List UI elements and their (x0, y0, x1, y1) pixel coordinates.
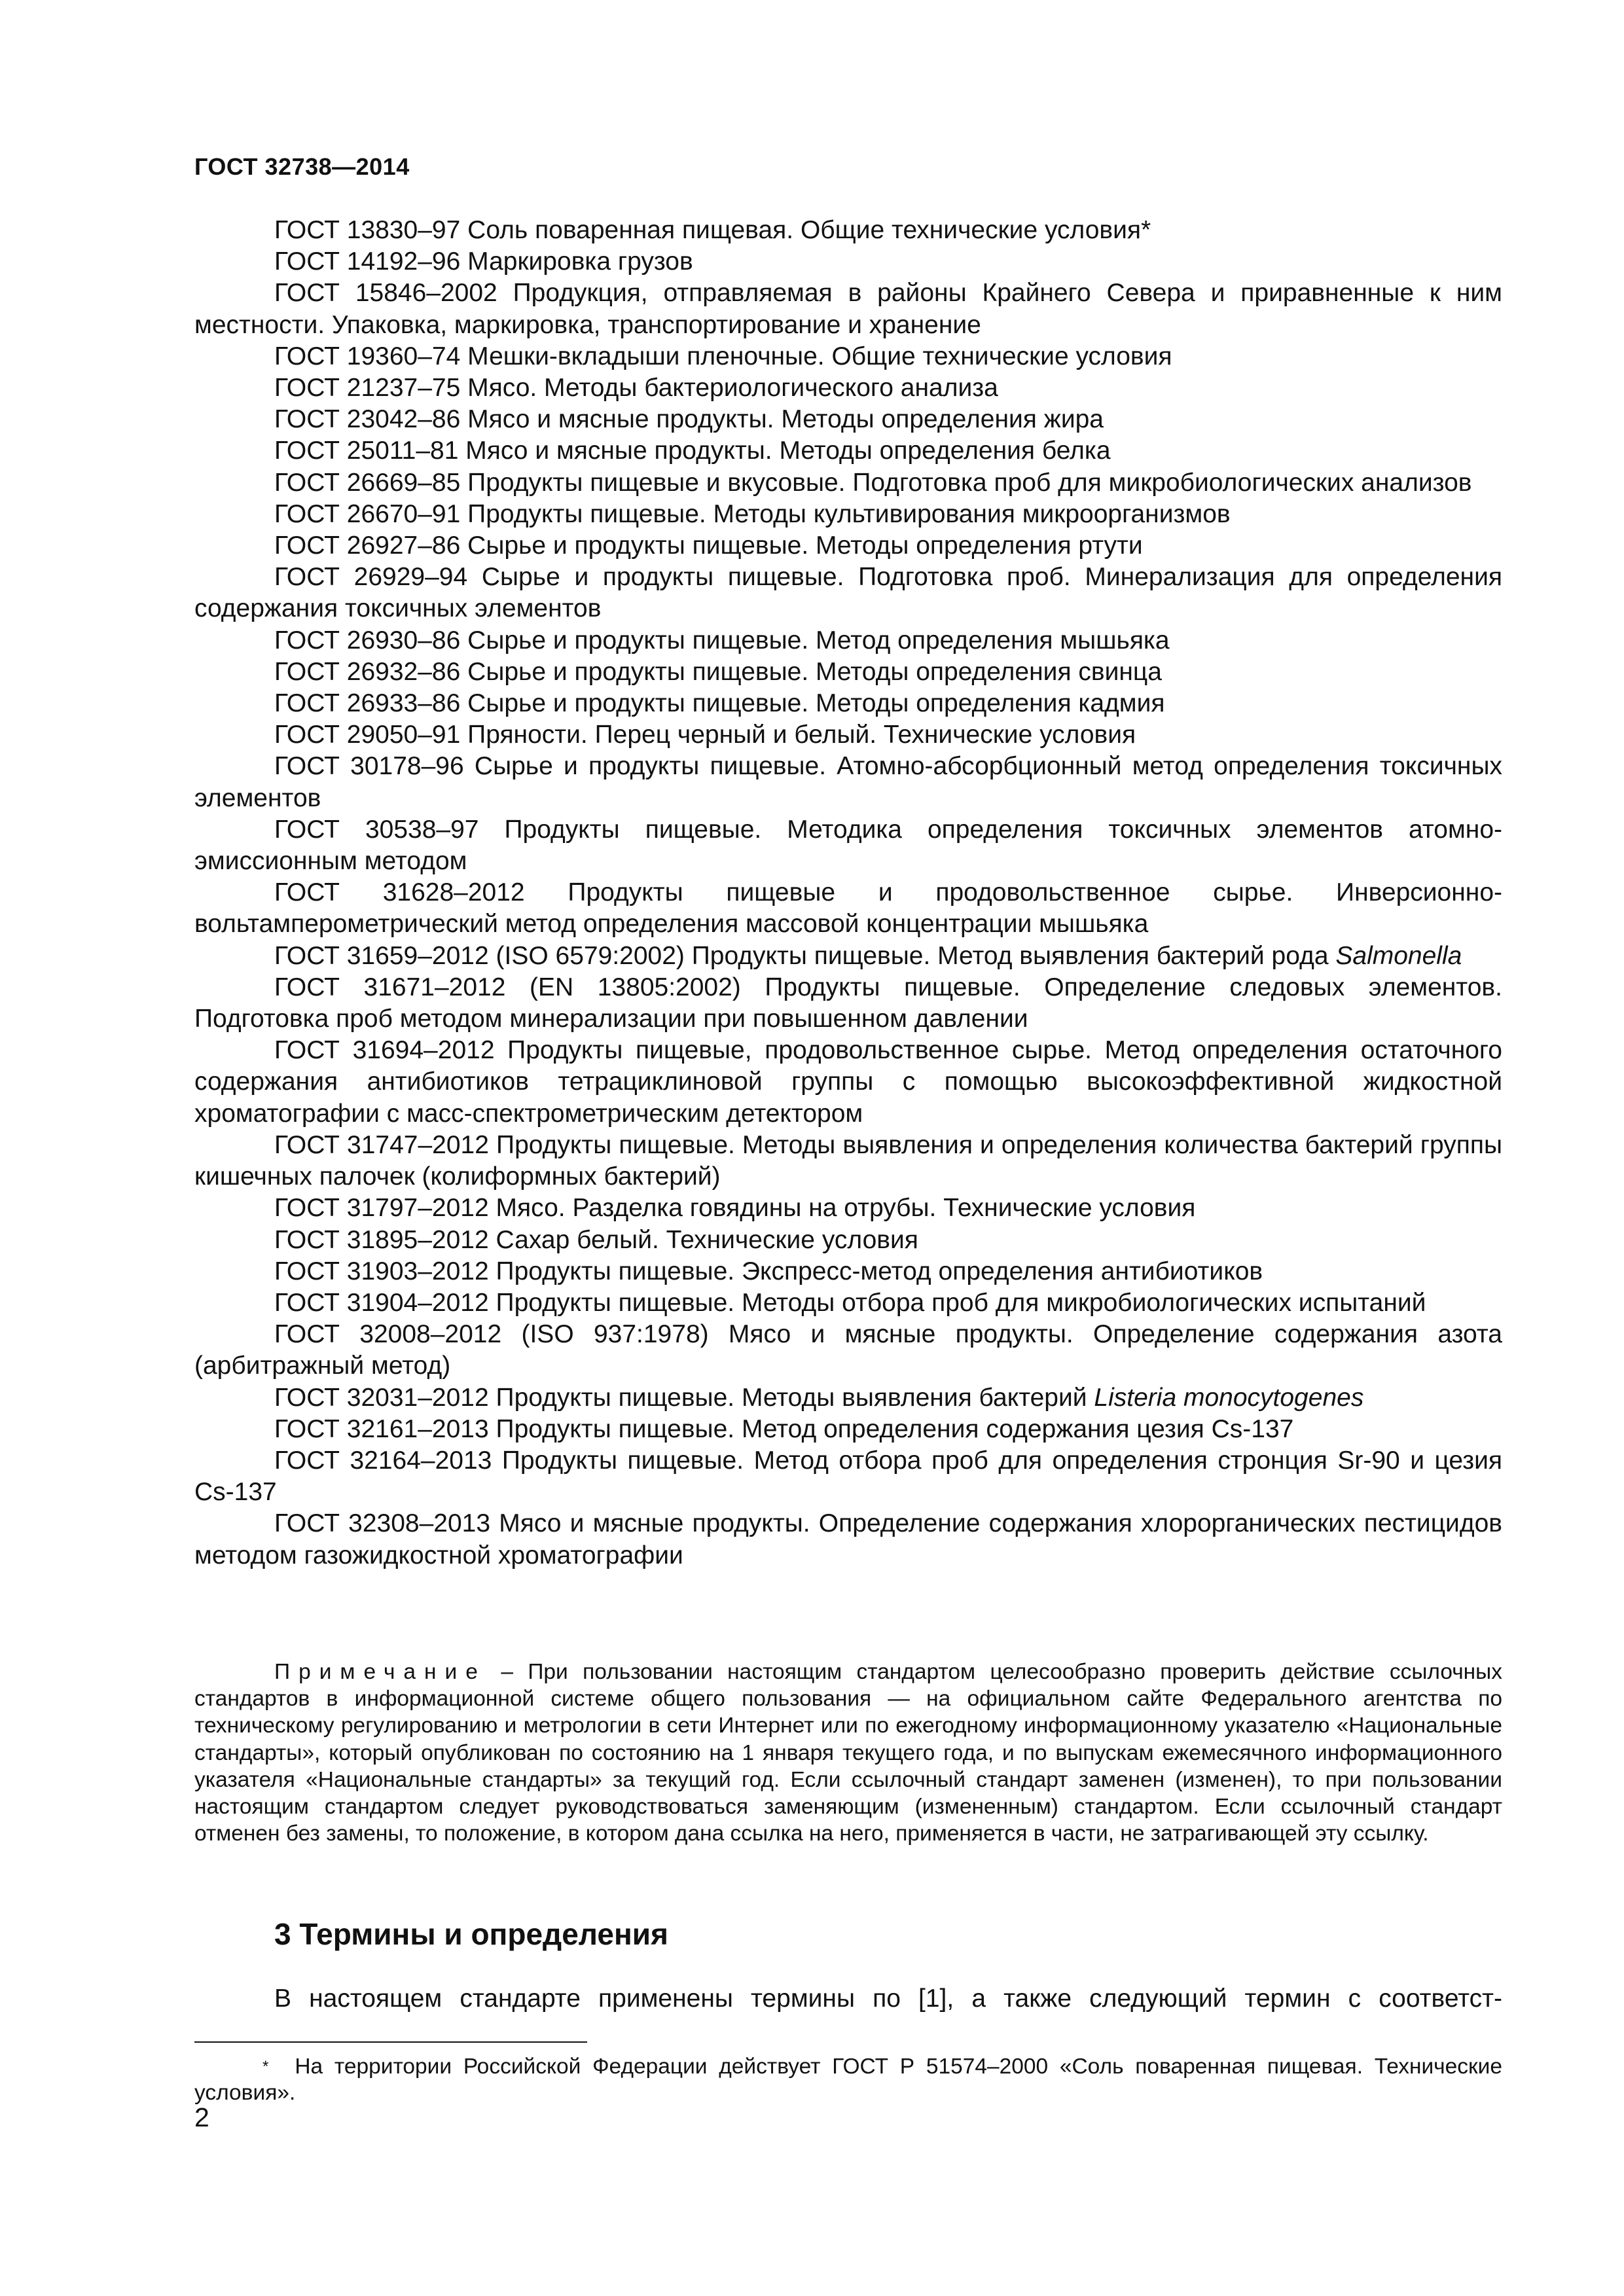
reference-title: Продукты пищевые. Методика определения токсичных элементов атомно-эмиссионным методом (194, 815, 1502, 876)
reference-title: Сахар белый. Технические условия (496, 1225, 918, 1254)
reference-code: ГОСТ 31694–2012 (274, 1036, 495, 1065)
reference-code: ГОСТ 23042–86 (274, 405, 461, 434)
reference-item (194, 688, 1502, 719)
reference-title: Мясо и мясные продукты. Методы определения белка (465, 437, 1111, 465)
reference-code: ГОСТ 21237–75 (274, 374, 461, 403)
reference-item (194, 941, 1502, 972)
reference-code: ГОСТ 26929–94 (274, 563, 468, 592)
reference-code: ГОСТ 30538–97 (274, 815, 479, 844)
reference-item (194, 719, 1502, 751)
reference-item (194, 341, 1502, 372)
reference-code: ГОСТ 31797–2012 (274, 1194, 489, 1223)
reference-item (194, 1225, 1502, 1256)
note-text: – При пользовании настоящим стандартом целесообразно проверить действие ссылочных стандартов в информационной системе общего пользования — на официальном сайте Федерального агентства по техническому регулированию и метрологии в сети Интернет или по ежегодному информационному указателю «Национальные стандарты», который опубликован по состоянию на 1 января текущего года, и по выпускам ежемесячного информационного указателя «Национальные стандарты» за текущий год. Если ссылочный стандарт заменен (изменен), то при пользовании настоящим стандартом следует руководствоваться заменяющим (измененным) стандартом. Если ссылочный стандарт отменен без замены, то положение, в котором дана ссылка на него, применяется в части, не затрагивающей эту ссылку. (194, 1660, 1502, 1846)
footnote-text: На территории Российской Федерации действует ГОСТ Р 51574–2000 «Соль поваренная пищевая. Технические условия». (194, 2054, 1502, 2105)
section-heading: 3 Термины и определения (274, 1917, 668, 1951)
reference-item (194, 625, 1502, 656)
reference-item (194, 751, 1502, 814)
reference-code: ГОСТ 31904–2012 (274, 1288, 489, 1317)
reference-title: Продукты пищевые. Методы культивирования микроорганизмов (467, 499, 1231, 528)
reference-item (194, 467, 1502, 499)
reference-code: ГОСТ 31747–2012 (274, 1130, 489, 1159)
reference-code: ГОСТ 14192–96 (274, 247, 461, 276)
reference-code: ГОСТ 26927–86 (274, 531, 461, 560)
reference-code: ГОСТ 19360–74 (274, 342, 461, 370)
reference-title: Мясо. Методы бактериологического анализа (467, 374, 998, 403)
reference-title: Продукты пищевые, продовольственное сырье. Метод определения остаточного содержания антибиотиков тетрациклиновой группы с помощью высокоэффективной жидкостной хроматографии с масс-спектрометрическим детектором (194, 1036, 1502, 1128)
reference-code: ГОСТ 30178–96 (274, 752, 464, 781)
reference-title: Мясо и мясные продукты. Методы определения жира (467, 405, 1104, 434)
reference-code: ГОСТ 32161–2013 (274, 1414, 489, 1443)
reference-item (194, 435, 1502, 467)
normative-references-list (194, 215, 1502, 1571)
reference-item (194, 877, 1502, 940)
reference-code: ГОСТ 31659–2012 (274, 941, 489, 970)
reference-title: (ISO 6579:2002) Продукты пищевые. Метод выявления бактерий рода (496, 941, 1329, 970)
reference-code: ГОСТ 26930–86 (274, 626, 461, 655)
reference-title: Продукты пищевые. Метод отбора проб для определения стронция Sr-90 и цезия Cs-137 (194, 1446, 1502, 1507)
reference-title: Сырье и продукты пищевые. Подготовка проб. Минерализация для определения содержания токсичных элементов (194, 563, 1502, 623)
reference-item (194, 215, 1502, 246)
reference-title: Пряности. Перец черный и белый. Технические условия (467, 721, 1136, 749)
reference-item (194, 562, 1502, 624)
reference-item (194, 1508, 1502, 1571)
reference-code: ГОСТ 32164–2013 (274, 1446, 492, 1475)
reference-title: (ISO 937:1978) Мясо и мясные продукты. Определение содержания азота (арбитражный метод) (194, 1320, 1502, 1380)
reference-item (194, 1035, 1502, 1130)
reference-item (194, 372, 1502, 404)
reference-item (194, 246, 1502, 278)
section-intro-paragraph: В настоящем стандарте применены термины по [1], а также следующий термин с соответст- (274, 1984, 1502, 2013)
reference-title: Продукты пищевые и вкусовые. Подготовка проб для микробиологических анализов (467, 468, 1472, 497)
reference-title: Продукты пищевые и продовольственное сырье. Инверсионно-вольтамперометрический метод определения массовой концентрации мышьяка (194, 878, 1502, 939)
reference-item (194, 1256, 1502, 1287)
reference-organism-name: Salmonella (1335, 941, 1462, 970)
note-label: Примечание (274, 1660, 486, 1684)
reference-item (194, 1319, 1502, 1382)
reference-title: Мешки-вкладыши пленочные. Общие технические условия (467, 342, 1172, 370)
reference-code: ГОСТ 31903–2012 (274, 1257, 489, 1285)
reference-item (194, 1193, 1502, 1224)
reference-item (194, 278, 1502, 340)
reference-title: Продукты пищевые. Методы отбора проб для микробиологических испытаний (496, 1288, 1426, 1317)
reference-code: ГОСТ 31895–2012 (274, 1225, 489, 1254)
reference-title: Сырье и продукты пищевые. Метод определения мышьяка (467, 626, 1170, 655)
reference-title: Продукция, отправляемая в районы Крайнего Севера и приравненные к ним местности. Упаковка, маркировка, транспортирование и хранение (194, 279, 1502, 339)
footnote (194, 2054, 1502, 2106)
reference-title: Продукты пищевые. Методы выявления бактерий (496, 1383, 1087, 1412)
reference-title: Продукты пищевые. Метод определения содержания цезия Cs-137 (496, 1414, 1294, 1443)
reference-code: ГОСТ 31671–2012 (274, 973, 506, 1001)
reference-title: Продукты пищевые. Методы выявления и определения количества бактерий группы кишечных палочек (колиформных бактерий) (194, 1130, 1502, 1191)
reference-title: Сырье и продукты пищевые. Методы определения кадмия (467, 689, 1165, 718)
page-number: 2 (194, 2102, 209, 2132)
reference-item (194, 499, 1502, 530)
reference-code: ГОСТ 26933–86 (274, 689, 461, 718)
reference-code: ГОСТ 26669–85 (274, 468, 461, 497)
reference-code: ГОСТ 29050–91 (274, 721, 461, 749)
reference-item (194, 1382, 1502, 1414)
reference-code: ГОСТ 13830–97 (274, 216, 461, 244)
reference-code: ГОСТ 25011–81 (274, 437, 459, 465)
reference-title: Сырье и продукты пищевые. Атомно-абсорбционный метод определения токсичных элементов (194, 752, 1502, 812)
reference-item (194, 656, 1502, 688)
footnote-mark: * (262, 2058, 269, 2075)
reference-title: Сырье и продукты пищевые. Методы определения ртути (467, 531, 1143, 560)
reference-item (194, 814, 1502, 877)
reference-title: Сырье и продукты пищевые. Методы определения свинца (467, 657, 1162, 686)
reference-title: Соль поваренная пищевая. Общие технические условия* (467, 216, 1151, 244)
reference-code: ГОСТ 32008–2012 (274, 1320, 502, 1349)
reference-title: Мясо и мясные продукты. Определение содержания хлорорганических пестицидов методом газожидкостной хроматографии (194, 1509, 1502, 1570)
footnote-divider (194, 2041, 587, 2043)
reference-code: ГОСТ 32308–2013 (274, 1509, 491, 1538)
reference-item (194, 530, 1502, 562)
document-header: ГОСТ 32738—2014 (194, 153, 410, 180)
reference-title: Мясо. Разделка говядины на отрубы. Технические условия (496, 1194, 1196, 1223)
reference-code: ГОСТ 31628–2012 (274, 878, 525, 907)
reference-item (194, 404, 1502, 435)
reference-item (194, 972, 1502, 1035)
reference-code: ГОСТ 26670–91 (274, 499, 461, 528)
reference-item (194, 1130, 1502, 1193)
reference-code: ГОСТ 32031–2012 (274, 1383, 489, 1412)
reference-item (194, 1414, 1502, 1445)
reference-title: (EN 13805:2002) Продукты пищевые. Определение следовых элементов. Подготовка проб методом минерализации при повышенном давлении (194, 973, 1502, 1033)
reference-title: Продукты пищевые. Экспресс-метод определения антибиотиков (496, 1257, 1263, 1285)
reference-organism-name: Listeria monocytogenes (1094, 1383, 1364, 1412)
references-note (194, 1659, 1502, 1847)
reference-item (194, 1287, 1502, 1319)
reference-item (194, 1445, 1502, 1508)
reference-code: ГОСТ 26932–86 (274, 657, 461, 686)
reference-title: Маркировка грузов (467, 247, 693, 276)
reference-code: ГОСТ 15846–2002 (274, 279, 497, 308)
